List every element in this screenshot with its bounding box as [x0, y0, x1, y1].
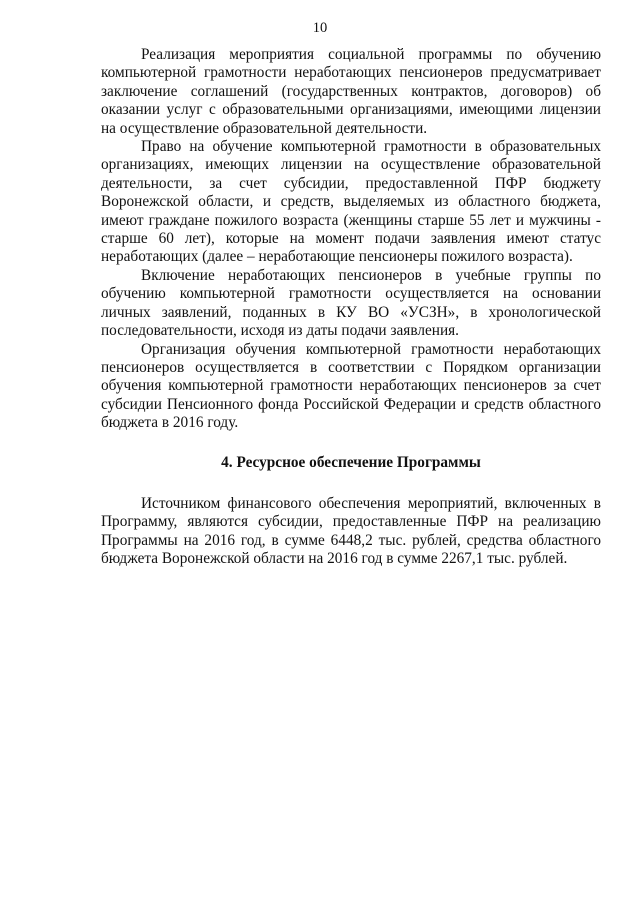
- paragraph-funding-sources: Источником финансового обеспечения мероприятий, включенных в Программу, являются субсидии, предоставленные ПФР на реализацию Программы на 2016 год, в сумме 6448,2 тыс. рублей, средства областного бюджета Воронежской области на 2016 год в сумме 2267,1 тыс. рублей.: [101, 494, 601, 568]
- paragraph-eligibility: Право на обучение компьютерной грамотности в образовательных организациях, имеющих лицензии на осуществление образовательной деятельности, за счет субсидии, предоставленной ПФР бюджету Воронежской области, и средств, выделяемых из областного бюджета, имеют граждане пожилого возраста (женщины старше 55 лет и мужчины - старше 60 лет), которые на момент подачи заявления имеют статус неработающих (далее – неработающие пенсионеры пожилого возраста).: [101, 138, 601, 266]
- document-body: [101, 46, 601, 569]
- paragraph-training-organization: Организация обучения компьютерной грамотности неработающих пенсионеров осуществляется в соответствии с Порядком организации обучения компьютерной грамотности неработающих пенсионеров за счет субсидии Пенсионного фонда Российской Федерации и средств областного бюджета в 2016 году.: [101, 340, 601, 432]
- paragraph-program-agreements: Реализация мероприятия социальной программы по обучению компьютерной грамотности неработающих пенсионеров предусматривает заключение соглашений (государственных контрактов, договоров) об оказании услуг с образовательными организациями, имеющими лицензии на осуществление образовательной деятельности.: [101, 46, 601, 137]
- paragraph-group-enrollment: Включение неработающих пенсионеров в учебные группы по обучению компьютерной грамотности осуществляется на основании личных заявлений, поданных в КУ ВО «УСЗН», в хронологической последовательности, исходя из даты подачи заявления.: [101, 266, 601, 340]
- section-heading-resources: 4. Ресурсное обеспечение Программы: [221, 453, 481, 471]
- page-number: 10: [312, 20, 328, 36]
